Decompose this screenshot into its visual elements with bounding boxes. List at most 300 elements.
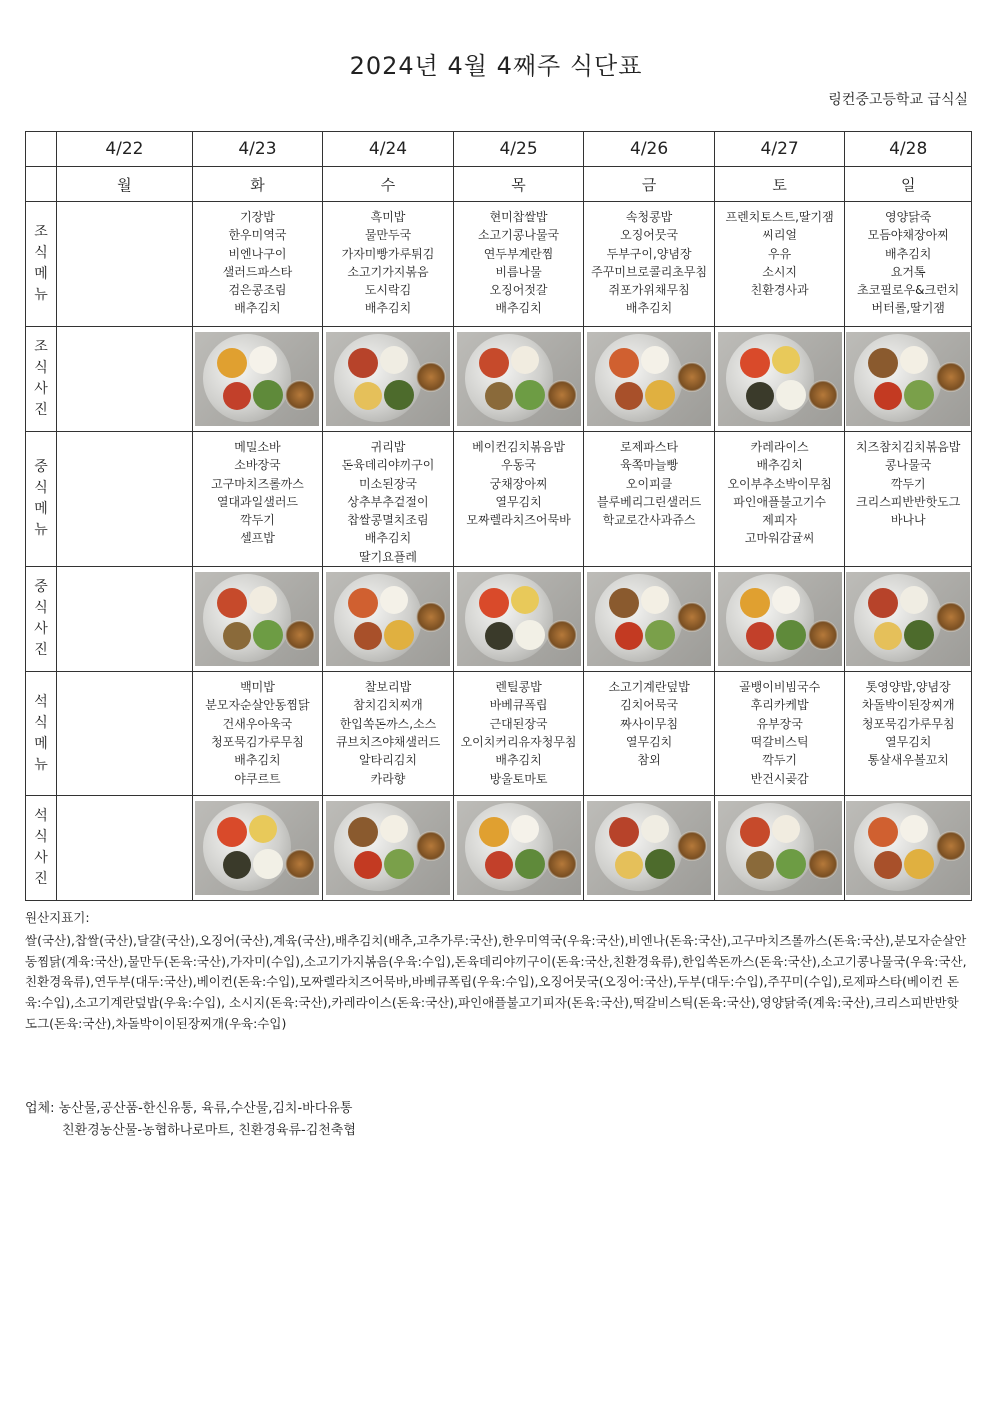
row-label-char: 뉴	[34, 522, 48, 539]
soup-bowl	[285, 380, 315, 410]
food-portion	[772, 586, 800, 614]
photo-cell	[57, 796, 193, 901]
menu-item: 검은콩조림	[228, 283, 287, 298]
date-cell: 4/27	[714, 132, 845, 167]
tray-plate	[595, 803, 683, 891]
menu-item: 샐러드파스타	[222, 264, 293, 279]
weekday-cell: 토	[714, 167, 845, 202]
soup-bowl	[416, 831, 446, 861]
food-portion	[900, 586, 928, 614]
food-portion	[253, 380, 283, 410]
menu-item: 톳영양밥,양념장	[865, 680, 951, 695]
row-label	[26, 796, 57, 901]
menu-item: 배추김치	[756, 458, 803, 473]
food-portion	[874, 851, 902, 879]
weekday-cell: 월	[57, 167, 193, 202]
row-label-char: 뉴	[34, 287, 48, 303]
menu-item: 떡갈비스틱	[750, 734, 809, 749]
menu-item: 쥐포가위채무침	[608, 283, 690, 298]
food-portion	[479, 348, 509, 378]
food-portion	[740, 588, 770, 618]
menu-cell	[192, 202, 323, 327]
row-label-char: 조	[34, 224, 48, 240]
food-portion	[380, 815, 408, 843]
photo-cell	[192, 327, 323, 432]
row-label-char: 사	[34, 850, 48, 867]
menu-item: 요거톡	[890, 264, 926, 279]
menu-item: 백미밥	[240, 680, 275, 695]
menu-item: 찹쌀콩멸치조림	[347, 513, 429, 528]
menu-item: 도시락김	[364, 283, 412, 298]
menu-item: 큐브치즈야채샐러드	[335, 734, 441, 749]
origin-notes	[25, 908, 969, 1035]
food-portion	[645, 620, 675, 650]
food-portion	[868, 348, 898, 378]
menu-cell	[584, 672, 715, 796]
food-portion	[384, 380, 414, 410]
menu-item: 반건시곶감	[750, 771, 809, 786]
food-portion	[485, 382, 513, 410]
photo-cell	[714, 567, 845, 672]
menu-item: 딸기요플레	[359, 549, 417, 564]
meal-photo	[326, 332, 450, 426]
food-portion	[900, 815, 928, 843]
menu-item: 연두부계란찜	[483, 246, 554, 261]
menu-cell	[845, 672, 972, 796]
food-portion	[515, 620, 545, 650]
meal-photo	[718, 572, 842, 666]
menu-item: 골뱅이비빔국수	[739, 680, 821, 695]
photo-cell	[714, 327, 845, 432]
row-label-char: 진	[34, 871, 48, 888]
meal-photo	[587, 572, 711, 666]
menu-item: 한입쏙돈까스,소스	[339, 716, 437, 731]
photo-cell	[845, 567, 972, 672]
menu-item: 고마워감귤씨	[744, 531, 815, 546]
meal-photo	[457, 332, 581, 426]
soup-bowl	[677, 362, 707, 392]
food-portion	[645, 849, 675, 879]
date-cell: 4/23	[192, 132, 323, 167]
food-portion	[253, 849, 283, 879]
food-portion	[746, 622, 774, 650]
photo-cell	[192, 567, 323, 672]
menu-cell	[57, 432, 193, 567]
row-label-char: 사	[34, 381, 48, 397]
row-label-char: 식	[34, 714, 48, 731]
menu-item: 오이피클	[625, 476, 673, 491]
row-label	[26, 567, 57, 672]
menu-item: 배추김치	[885, 246, 932, 261]
food-portion	[776, 849, 806, 879]
food-portion	[740, 817, 770, 847]
meal-photo	[195, 801, 319, 895]
food-portion	[904, 620, 934, 650]
menu-item: 참외	[637, 753, 661, 768]
menu-cell	[323, 202, 454, 327]
row-label-char: 식	[34, 480, 48, 497]
soup-bowl	[936, 602, 966, 632]
dinner-photo-row	[26, 796, 972, 901]
menu-item: 씨리얼	[762, 228, 798, 243]
soup-bowl	[547, 380, 577, 410]
tray-plate	[854, 334, 942, 422]
date-header-row	[26, 132, 972, 167]
food-portion	[249, 586, 277, 614]
photo-cell	[584, 567, 715, 672]
menu-cell	[453, 432, 584, 567]
row-label	[26, 202, 57, 327]
lunch-menu-row	[26, 432, 972, 567]
menu-item: 로제파스타	[620, 440, 679, 454]
menu-item: 현미찹쌀밥	[489, 210, 548, 224]
menu-item: 기장밥	[240, 210, 275, 224]
tray-plate	[726, 574, 814, 662]
menu-item: 셀프밥	[240, 531, 275, 546]
row-label-char: 중	[34, 459, 48, 476]
corner-cell	[26, 167, 57, 202]
menu-item: 김치어묵국	[620, 698, 679, 713]
row-label-char: 조	[34, 339, 48, 355]
food-portion	[746, 382, 774, 410]
breakfast-menu-row	[26, 202, 972, 327]
tray-plate	[334, 574, 422, 662]
food-portion	[904, 849, 934, 879]
tray-plate	[465, 803, 553, 891]
soup-bowl	[677, 831, 707, 861]
food-portion	[615, 382, 643, 410]
row-label	[26, 432, 57, 567]
food-portion	[615, 851, 643, 879]
menu-item: 근대된장국	[489, 716, 548, 731]
food-portion	[641, 586, 669, 614]
photo-cell	[57, 567, 193, 672]
photo-cell	[714, 796, 845, 901]
meal-photo	[587, 801, 711, 895]
dinner-menu-row	[26, 672, 972, 796]
food-portion	[772, 815, 800, 843]
food-portion	[348, 348, 378, 378]
menu-item: 제피자	[762, 513, 798, 528]
menu-item: 배추김치	[364, 301, 412, 316]
menu-item: 소시지	[762, 264, 798, 279]
food-portion	[217, 348, 247, 378]
menu-item: 카라향	[370, 771, 406, 786]
origin-heading: 원산지표기:	[25, 910, 90, 925]
photo-cell	[584, 796, 715, 901]
menu-item: 열무김치	[625, 734, 673, 749]
menu-item: 오이부추소박이무침	[727, 476, 832, 491]
menu-item: 비엔나구이	[228, 246, 287, 261]
food-portion	[223, 622, 251, 650]
menu-item: 배추김치	[364, 531, 412, 546]
menu-item: 열무김치	[885, 734, 932, 749]
food-portion	[511, 346, 539, 374]
menu-item: 알타리김치	[359, 753, 417, 768]
photo-cell	[453, 327, 584, 432]
menu-cell	[453, 202, 584, 327]
weekday-cell: 일	[845, 167, 972, 202]
food-portion	[740, 348, 770, 378]
tray-plate	[854, 574, 942, 662]
photo-cell	[584, 327, 715, 432]
soup-bowl	[285, 620, 315, 650]
date-cell: 4/28	[845, 132, 972, 167]
food-portion	[479, 588, 509, 618]
menu-item: 버터롤,딸기잼	[871, 301, 945, 316]
photo-cell	[57, 327, 193, 432]
meal-photo	[587, 332, 711, 426]
date-cell: 4/26	[584, 132, 715, 167]
menu-item: 궁채장아찌	[489, 476, 548, 491]
photo-cell	[845, 796, 972, 901]
tray-plate	[726, 334, 814, 422]
menu-item: 귀리밥	[370, 440, 406, 454]
food-portion	[874, 382, 902, 410]
menu-item: 배추김치	[234, 753, 281, 768]
origin-text: 쌀(국산),찹쌀(국산),달걀(국산),오징어(국산),계육(국산),배추김치(배추,고추가루:국산),한우미역국(우육:국산),비엔나(돈육:국산),고구마치즈롤까스(돈육:국산),분모자순살안동찜닭(계육:국산),물만두(돈육:국산),가자미(수입),소고기가지볶음(우육:수입),돈육데리야끼구이(돈육:국산,친환경육류),한입쏙돈까스(돈육:국산),소고기콩나물국(우육:국산,친환경육류),연두부(대두:국산),베이컨(돈육:수입),모짜렐라치즈어묵바,바베큐폭립(우육:수입),오징어뭇국(오징어:국산),두부(대두:수입),주꾸미(수입),로제파스타(베이컨 돈육:수입),소고기계란덮밥(우육:수입), 소시지(돈육:국산),카레라이스(돈육:국산),파인애플불고기피자(돈육:국산),떡갈비스틱(돈육:국산),영양닭죽(계육:국산),크리스피반반핫도그(돈육:국산),차돌박이이된장찌개(우육:수입)	[25, 932, 967, 1031]
meal-photo	[457, 801, 581, 895]
menu-item: 오이치커리유자청무침	[460, 734, 577, 749]
menu-item: 소고기가지볶음	[347, 264, 429, 279]
menu-item: 베이컨김치볶음밥	[472, 440, 565, 454]
tray-plate	[334, 803, 422, 891]
menu-item: 크리스피반반핫도그	[856, 494, 961, 509]
breakfast-photo-row	[26, 327, 972, 432]
tray-plate	[854, 803, 942, 891]
food-portion	[249, 815, 277, 843]
food-portion	[904, 380, 934, 410]
food-portion	[223, 851, 251, 879]
menu-item: 치즈참치김치볶음밥	[856, 440, 961, 454]
soup-bowl	[547, 849, 577, 879]
meal-photo	[195, 332, 319, 426]
menu-item: 영양닭죽	[885, 210, 932, 224]
food-portion	[868, 817, 898, 847]
food-portion	[511, 815, 539, 843]
menu-item: 프렌치토스트,딸기잼	[725, 210, 834, 224]
menu-cell	[57, 672, 193, 796]
menu-cell	[323, 672, 454, 796]
food-portion	[874, 622, 902, 650]
soup-bowl	[547, 620, 577, 650]
meal-photo	[718, 332, 842, 426]
school-name: 링컨중고등학교 급식실	[828, 92, 968, 108]
tray-plate	[726, 803, 814, 891]
menu-item: 렌틸콩밥	[495, 680, 542, 695]
food-portion	[645, 380, 675, 410]
menu-item: 고구마치즈롤까스	[211, 476, 304, 491]
tray-plate	[203, 803, 291, 891]
meal-photo	[195, 572, 319, 666]
row-label-char: 사	[34, 621, 48, 638]
menu-table	[25, 131, 972, 901]
menu-item: 블루베리그린샐러드	[596, 494, 702, 509]
row-label-char: 식	[34, 245, 48, 261]
menu-item: 돈육데리야끼구이	[341, 458, 435, 473]
menu-item: 속청콩밥	[625, 210, 673, 224]
menu-item: 배추김치	[625, 301, 673, 316]
photo-cell	[453, 567, 584, 672]
menu-item: 비름나물	[495, 264, 542, 279]
page-title: 2024년 4월 4째주 식단표	[349, 52, 643, 80]
food-portion	[217, 588, 247, 618]
menu-item: 청포묵김가루무침	[861, 716, 955, 731]
vendor-line-2: 친환경농산물-농협하나로마트, 친환경육류-김천축협	[62, 1123, 356, 1138]
menu-item: 미소된장국	[359, 476, 417, 491]
photo-cell	[323, 796, 454, 901]
menu-item: 유부장국	[756, 716, 803, 731]
row-label	[26, 672, 57, 796]
row-label-char: 식	[34, 600, 48, 617]
food-portion	[479, 817, 509, 847]
food-portion	[380, 586, 408, 614]
menu-item: 배추김치	[495, 753, 542, 768]
menu-item: 오징어뭇국	[620, 228, 679, 243]
date-cell: 4/22	[57, 132, 193, 167]
menu-item: 한우미역국	[228, 228, 287, 243]
menu-item: 방울토마토	[489, 771, 548, 786]
menu-item: 야쿠르트	[234, 771, 281, 786]
photo-cell	[453, 796, 584, 901]
food-portion	[511, 586, 539, 614]
meal-photo	[326, 801, 450, 895]
menu-item: 친환경사과	[750, 283, 809, 298]
menu-item: 오징어젓갈	[489, 283, 548, 298]
meal-photo	[457, 572, 581, 666]
soup-bowl	[416, 362, 446, 392]
menu-item: 청포묵김가루무침	[211, 734, 304, 749]
row-label-char: 진	[34, 402, 48, 418]
lunch-photo-row	[26, 567, 972, 672]
soup-bowl	[677, 602, 707, 632]
tray-plate	[595, 334, 683, 422]
menu-item: 분모자순살안동찜닭	[205, 698, 310, 713]
menu-item: 짜사이무침	[620, 716, 679, 731]
food-portion	[384, 620, 414, 650]
weekday-header-row	[26, 167, 972, 202]
menu-item: 찰보리밥	[364, 680, 412, 695]
menu-cell	[714, 202, 845, 327]
food-portion	[253, 620, 283, 650]
menu-cell	[192, 672, 323, 796]
row-label-char: 메	[34, 501, 48, 518]
menu-cell	[584, 202, 715, 327]
food-portion	[380, 346, 408, 374]
food-portion	[641, 815, 669, 843]
tray-plate	[334, 334, 422, 422]
menu-item: 후리카케밥	[750, 698, 809, 713]
photo-cell	[845, 327, 972, 432]
vendor-info	[25, 1098, 356, 1142]
menu-item: 주꾸미브로콜리초무침	[591, 264, 708, 279]
menu-cell	[845, 202, 972, 327]
menu-cell	[192, 432, 323, 567]
food-portion	[776, 620, 806, 650]
meal-photo	[846, 801, 970, 895]
menu-cell	[845, 432, 972, 567]
food-portion	[485, 851, 513, 879]
photo-cell	[192, 796, 323, 901]
food-portion	[515, 380, 545, 410]
row-label-char: 석	[34, 808, 48, 825]
menu-item: 소바장국	[234, 458, 281, 473]
food-portion	[609, 348, 639, 378]
menu-item: 학교로간사과쥬스	[602, 513, 696, 528]
row-label-char: 식	[34, 829, 48, 846]
soup-bowl	[808, 620, 838, 650]
menu-cell	[584, 432, 715, 567]
photo-cell	[323, 567, 454, 672]
menu-item: 우유	[768, 246, 792, 261]
menu-item: 초코필로우&크런치	[857, 283, 960, 298]
food-portion	[609, 817, 639, 847]
food-portion	[354, 851, 382, 879]
menu-item: 물만두국	[364, 228, 412, 243]
menu-item: 메밀소바	[234, 440, 281, 454]
food-portion	[348, 817, 378, 847]
menu-item: 카레라이스	[750, 440, 809, 454]
menu-item: 깍두기	[240, 513, 275, 528]
menu-item: 배추김치	[495, 301, 542, 316]
corner-cell	[26, 132, 57, 167]
menu-item: 상추부추겉절이	[347, 494, 429, 509]
tray-plate	[203, 574, 291, 662]
food-portion	[384, 849, 414, 879]
menu-item: 참치김치찌개	[353, 698, 423, 713]
tray-plate	[595, 574, 683, 662]
meal-photo	[846, 332, 970, 426]
menu-item: 흑미밥	[370, 210, 406, 224]
row-label-char: 진	[34, 642, 48, 659]
soup-bowl	[416, 602, 446, 632]
menu-item: 모듬야채장아찌	[867, 228, 949, 243]
menu-cell	[323, 432, 454, 567]
menu-item: 바베큐폭립	[489, 698, 548, 713]
menu-item: 육쪽마늘빵	[620, 458, 679, 473]
menu-item: 통살새우볼꼬치	[867, 753, 949, 768]
food-portion	[354, 382, 382, 410]
photo-cell	[323, 327, 454, 432]
tray-plate	[465, 334, 553, 422]
menu-cell	[453, 672, 584, 796]
food-portion	[223, 382, 251, 410]
menu-item: 깍두기	[890, 476, 926, 491]
weekday-cell: 목	[453, 167, 584, 202]
food-portion	[217, 817, 247, 847]
food-portion	[485, 622, 513, 650]
food-portion	[772, 346, 800, 374]
soup-bowl	[936, 831, 966, 861]
menu-item: 파인애플불고기수	[733, 494, 827, 509]
soup-bowl	[808, 849, 838, 879]
date-cell: 4/25	[453, 132, 584, 167]
menu-item: 열무김치	[495, 494, 542, 509]
menu-item: 두부구이,양념장	[606, 246, 692, 261]
menu-cell	[714, 672, 845, 796]
soup-bowl	[285, 849, 315, 879]
tray-plate	[203, 334, 291, 422]
weekday-cell: 수	[323, 167, 454, 202]
menu-item: 차돌박이된장찌개	[861, 698, 955, 713]
food-portion	[868, 588, 898, 618]
menu-item: 배추김치	[234, 301, 281, 316]
food-portion	[515, 849, 545, 879]
food-portion	[641, 346, 669, 374]
soup-bowl	[936, 362, 966, 392]
food-portion	[609, 588, 639, 618]
vendor-line-1: 업체: 농산물,공산품-한신유통, 육류,수산물,김치-바다유통	[25, 1101, 353, 1116]
